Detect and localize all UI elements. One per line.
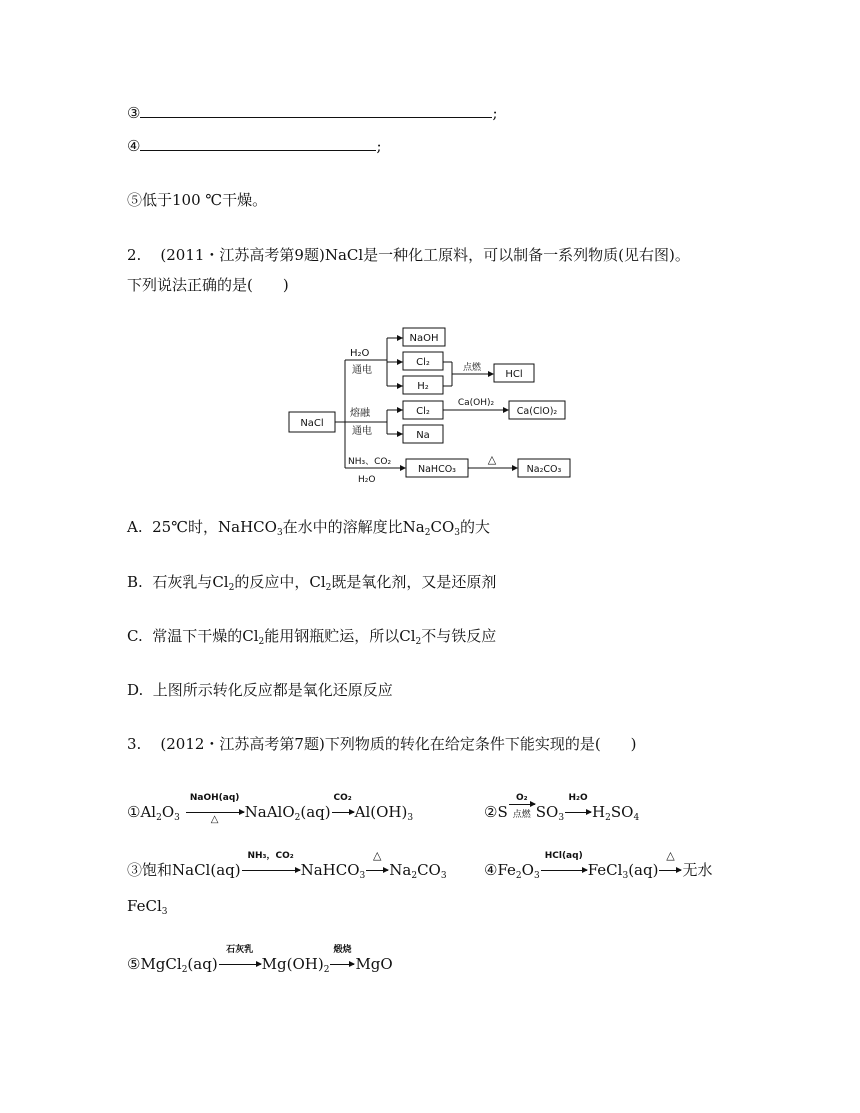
answer-blank-3[interactable] xyxy=(140,103,492,118)
label-na: Na xyxy=(416,430,430,441)
q1-item3: ③ ; xyxy=(127,104,498,122)
reaction-arrow: △ xyxy=(659,860,681,880)
cond-heat: △ xyxy=(487,453,497,466)
q3-stem: 3. (2012・江苏高考第7题)下列物质的转化在给定条件下能实现的是( ) xyxy=(127,735,637,753)
reaction-arrow: 石灰乳 xyxy=(219,954,261,974)
cond-h2o-2: H₂O xyxy=(358,475,376,485)
q1-item4: ④ ; xyxy=(127,137,382,155)
label-naoh: NaOH xyxy=(409,333,439,344)
cond-ignite: 点燃 xyxy=(462,363,482,373)
q3-reaction-1[interactable]: $①Al_2O_3$ NaOH(aq) △ NaAlO$_2$(aq) CO₂ $Al(OH)_3$ xyxy=(127,793,414,825)
cond-molten: 熔融 xyxy=(350,408,370,419)
reaction-arrow: NaOH(aq) △ xyxy=(186,802,244,822)
cond-nh3-co2: NH₃、CO₂ xyxy=(348,457,392,467)
q2-option-d[interactable]: D. 上图所示转化反应都是氧化还原反应 xyxy=(127,681,393,699)
nacl-flow-diagram xyxy=(288,326,584,486)
label-caclo2: Ca(ClO)₂ xyxy=(516,406,558,417)
reaction-arrow: HCl(aq) xyxy=(541,860,587,880)
q3-reaction-4-cont: FeCl$_3$ xyxy=(127,897,168,917)
q2-stem: 2. (2011・江苏高考第9题)NaCl是一种化工原料，可以制备一系列物质(见右图)。 xyxy=(127,246,690,264)
reaction-arrow: H₂O xyxy=(565,802,591,822)
label-nahco3: NaHCO₃ xyxy=(418,464,456,475)
q3-reaction-5[interactable]: ⑤MgCl$_2$(aq) 石灰乳 $Mg(OH)_2$ 煅烧 MgO xyxy=(127,945,393,975)
reaction-arrow: 煅烧 xyxy=(330,954,354,974)
label-nacl: NaCl xyxy=(300,418,324,429)
reaction-arrow: O₂ 点燃 xyxy=(509,802,535,822)
q2-option-b[interactable]: B. 石灰乳与$Cl_2$的反应中，$Cl_2$既是氧化剂，又是还原剂 xyxy=(127,573,497,593)
cond-electrolysis-2: 通电 xyxy=(352,426,372,437)
label-na2co3: Na₂CO₃ xyxy=(526,464,562,475)
reaction-arrow: NH₃，CO₂ xyxy=(242,860,300,880)
label-h2: H₂ xyxy=(417,381,429,392)
label-hcl: HCl xyxy=(505,369,523,380)
reaction-arrow: CO₂ xyxy=(332,802,354,822)
cond-h2o: H₂O xyxy=(350,348,370,359)
q3-reaction-4[interactable]: $④Fe_2O_3$ HCl(aq) FeCl$_3$(aq) △ 无水 xyxy=(484,849,713,881)
reaction-arrow: △ xyxy=(366,860,388,880)
q3-reaction-2[interactable]: ②S O₂ 点燃 $SO_3$ H₂O $H_2SO_4$ xyxy=(484,793,640,823)
q2-option-a[interactable]: A. 25℃时，NaHCO$_3$在水中的溶解度比$Na_2CO_3$的大 xyxy=(127,518,491,538)
q2-stem-line2: 下列说法正确的是( ) xyxy=(127,276,289,294)
q1-item5: ⑤低于100 ℃干燥。 xyxy=(127,191,268,209)
label-cl2-b: Cl₂ xyxy=(416,406,430,417)
q2-option-c[interactable]: C. 常温下干燥的$Cl_2$能用钢瓶贮运，所以$Cl_2$不与铁反应 xyxy=(127,627,497,647)
cond-caoh2: Ca(OH)₂ xyxy=(457,398,495,408)
q3-reaction-3[interactable]: ③饱和NaCl(aq) NH₃，CO₂ NaHCO$_3$ △ $Na_2CO_3$ xyxy=(127,849,447,881)
cond-electrolysis-1: 通电 xyxy=(352,365,372,376)
label-cl2-a: Cl₂ xyxy=(416,357,430,368)
answer-blank-4[interactable] xyxy=(140,136,376,151)
